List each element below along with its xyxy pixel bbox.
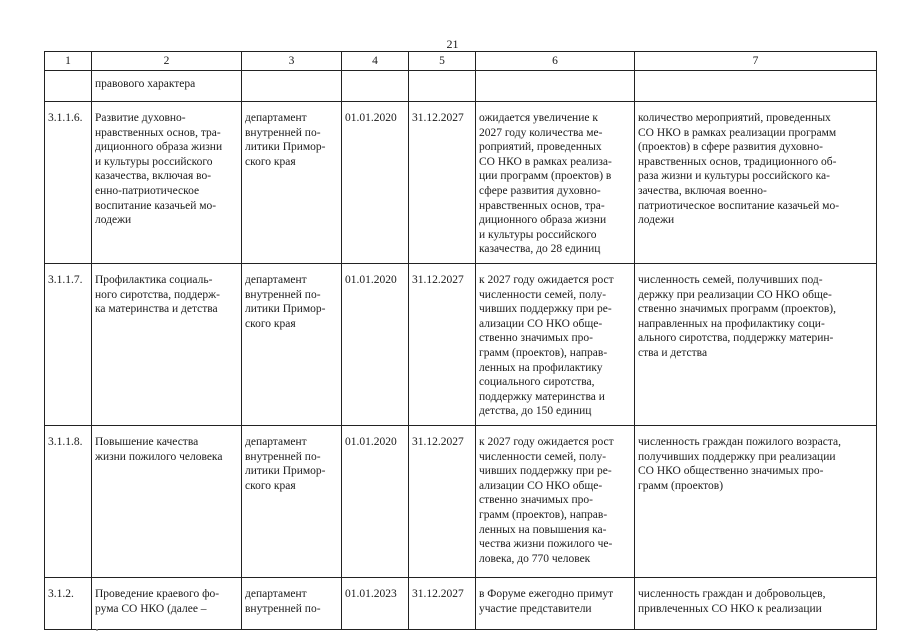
- code-cell: [45, 71, 92, 102]
- result-cell: к 2027 году ожидается рост численности семей, полу- чивших поддержку при ре- ализации СО НКО обще- ственно значимых про- грамм (проектов), направ- ленных на повышения ка- чества жизни пожилого че- ловека, до 770 человек: [476, 426, 635, 578]
- executor-cell: [242, 71, 342, 102]
- description-cell: Проведение краевого фо- рума СО НКО (далее –: [92, 578, 242, 630]
- executor-cell: департамент внутренней по- литики Примор- ского края: [242, 102, 342, 264]
- result-cell: ожидается увеличение к 2027 году количества ме- роприятий, проведенных СО НКО в рамках реализа- ции программ (проектов) в сфере развития духовно- нравственных основ, тра- диционного образа жизни и культуры российского казачества, до 28 единиц: [476, 102, 635, 264]
- start-date-cell: 01.01.2020: [342, 426, 409, 578]
- end-date-cell: 31.12.2027: [409, 264, 476, 426]
- start-date-cell: [342, 71, 409, 102]
- header-cell: 5: [409, 52, 476, 71]
- start-date-cell: 01.01.2020: [342, 102, 409, 264]
- result-cell: в Форуме ежегодно примут участие представители: [476, 578, 635, 630]
- code-cell: 3.1.1.8.: [45, 426, 92, 578]
- indicator-cell: [635, 71, 877, 102]
- description-cell: Повышение качества жизни пожилого человека: [92, 426, 242, 578]
- table-row: [45, 578, 877, 630]
- measures-table: [44, 51, 877, 630]
- executor-cell: департамент внутренней по- литики Примор- ского края: [242, 426, 342, 578]
- table-header-row: [45, 52, 877, 71]
- end-date-cell: 31.12.2027: [409, 578, 476, 630]
- result-cell: [476, 71, 635, 102]
- code-cell: 3.1.1.7.: [45, 264, 92, 426]
- description-cell: Развитие духовно- нравственных основ, тра- диционного образа жизни и культуры российского казачества, включая во- енно-патриотическое воспитание казачьей мо- лодежи: [92, 102, 242, 264]
- table-row: [45, 264, 877, 426]
- header-cell: 3: [242, 52, 342, 71]
- indicator-cell: численность семей, получивших под- держку при реализации СО НКО обще- ственно значимых программ (проектов), направленных на профилактику соци- ального сиротства, поддержку материн- ства и детства: [635, 264, 877, 426]
- header-cell: 1: [45, 52, 92, 71]
- indicator-cell: численность граждан пожилого возраста, получивших поддержку при реализации СО НКО общественно значимых про- грамм (проектов): [635, 426, 877, 578]
- end-date-cell: 31.12.2027: [409, 102, 476, 264]
- indicator-cell: численность граждан и добровольцев, привлеченных СО НКО к реализации: [635, 578, 877, 630]
- header-cell: 7: [635, 52, 877, 71]
- header-cell: 4: [342, 52, 409, 71]
- indicator-cell: количество мероприятий, проведенных СО НКО в рамках реализации программ (проектов) в сфере развития духовно- нравственных основ, традиционного об- раза жизни и культуры российского ка- зачества, включая военно- патриотическое воспитание казачьей мо- лодежи: [635, 102, 877, 264]
- header-cell: 2: [92, 52, 242, 71]
- code-cell: 3.1.1.6.: [45, 102, 92, 264]
- end-date-cell: [409, 71, 476, 102]
- executor-cell: департамент внутренней по- литики Примор- ского края: [242, 264, 342, 426]
- end-date-cell: 31.12.2027: [409, 426, 476, 578]
- executor-cell: департамент внутренней по-: [242, 578, 342, 630]
- page-number: 21: [446, 37, 459, 51]
- table-row: [45, 102, 877, 264]
- table-row: [45, 426, 877, 578]
- description-cell: правового характера: [92, 71, 242, 102]
- code-cell: 3.1.2.: [45, 578, 92, 630]
- start-date-cell: 01.01.2020: [342, 264, 409, 426]
- description-cell: Профилактика социаль- ного сиротства, поддерж- ка материнства и детства: [92, 264, 242, 426]
- start-date-cell: 01.01.2023: [342, 578, 409, 630]
- result-cell: к 2027 году ожидается рост численности семей, полу- чивших поддержку при ре- ализации СО НКО обще- ственно значимых про- грамм (проектов), направ- ленных на профилактику социального сиротства, поддержку материнства и детства, до 150 единиц: [476, 264, 635, 426]
- scan-speck: [96, 629, 98, 631]
- header-cell: 6: [476, 52, 635, 71]
- table-row-continuation: [45, 71, 877, 102]
